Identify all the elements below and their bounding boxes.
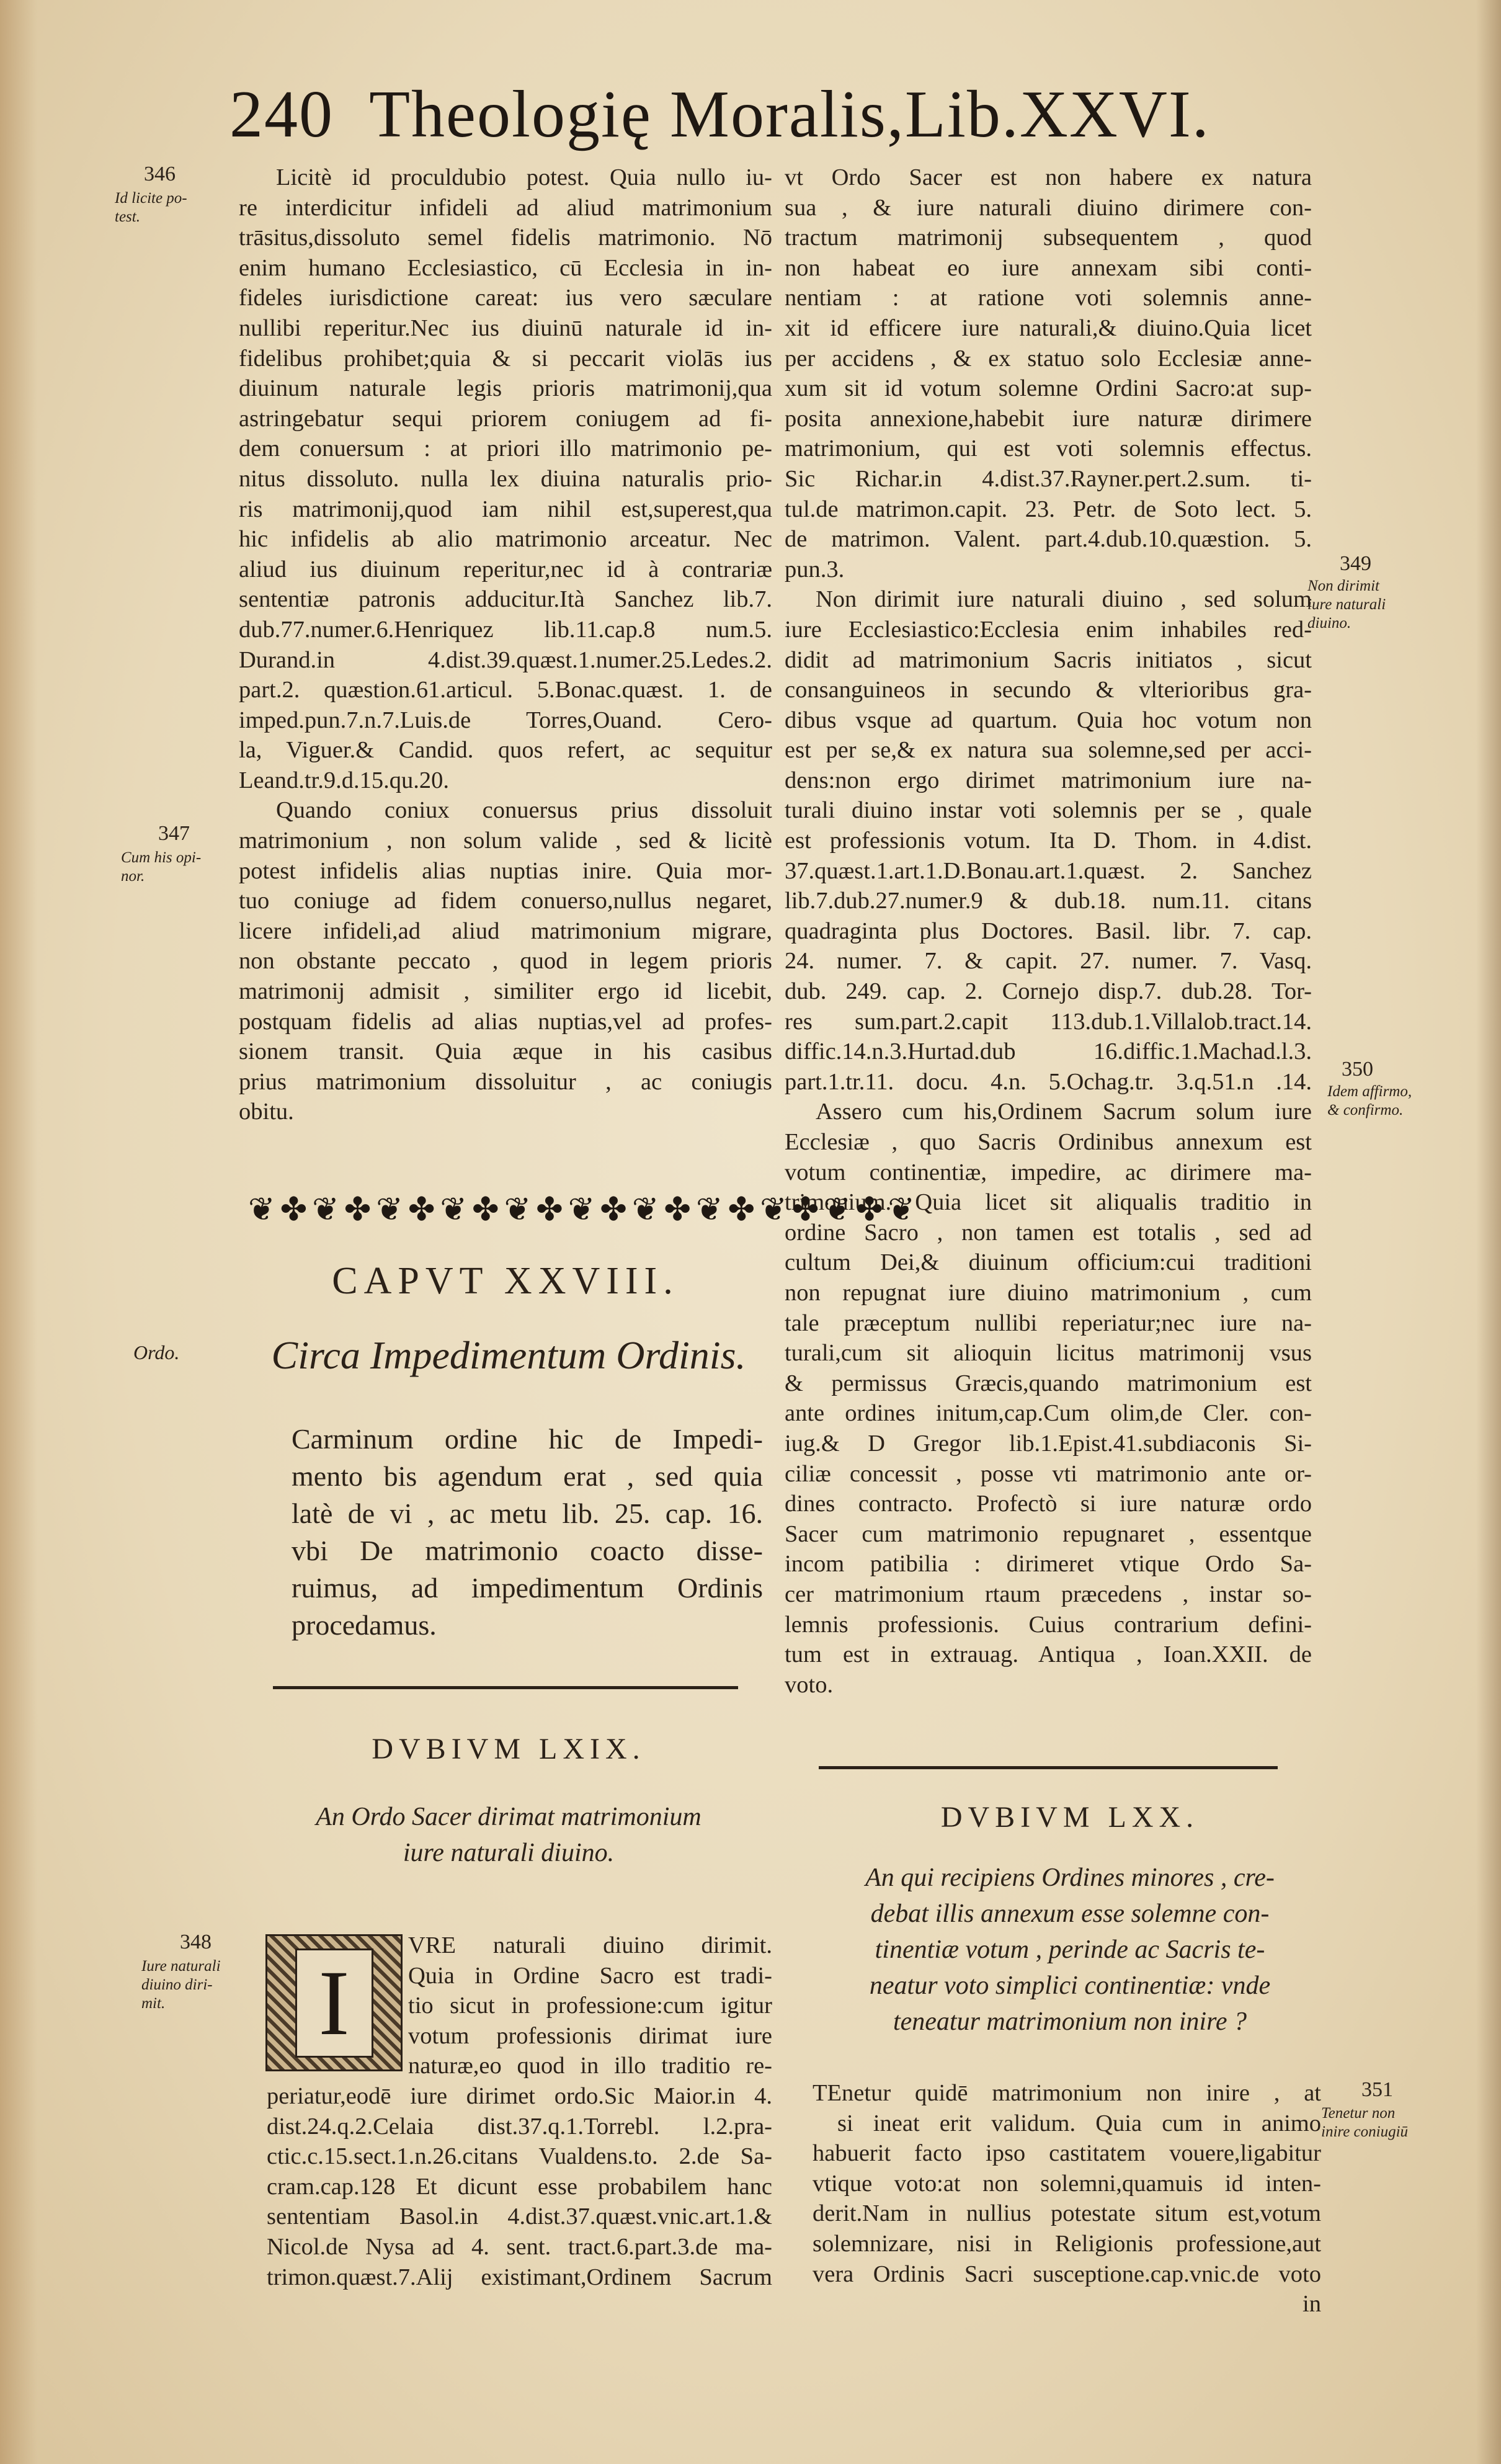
- chapter-intro: Carminum ordine hic de Impedi- mento bis agendum erat , sed quia latè de vi , ac metu lib. 25. cap. 16. vbi De matrimonio coacto disse- ruimus, ad impedimentum Ordinis procedamus.: [292, 1423, 763, 1641]
- dubium-70-question: An qui recipiens Ordines minores , cre- debat illis annexum esse solemne con- tinentiæ votum , perinde ac Sacris te- neatur voto simplici continentiæ: vnde teneatur matrimonium non inire ?: [865, 1864, 1275, 2036]
- dubium-70-text: TEnetur quidē matrimonium non inire , at si ineat erit validum. Quia cum in animo habuerit facto ipso castitatem vouere,ligabitur vtique voto:at non solemni,quamuis id inten- derit.Nam in nullius potestate situm est,votum solemnizare, nisi in Religionis professione,aut vera Ordinis Sacri susceptione.cap.vnic.de voto in: [813, 2080, 1321, 2318]
- section-rule-right: [819, 1766, 1278, 1769]
- ornament-band: ❦✤❦✤❦✤❦✤❦✤❦✤❦✤❦✤❦✤❦✤❦: [248, 1191, 920, 1228]
- dubium-70-title: DVBIVM LXX.: [940, 1801, 1200, 1834]
- page-edge-stain-right: [1476, 0, 1501, 2464]
- margin-number-349: 349: [1340, 552, 1371, 575]
- margin-number-347: 347: [158, 822, 190, 845]
- right-column-text: vt Ordo Sacer est non habere ex natura sua , & iure naturali diuino dirimere con- tractum matrimonij subsequentem , quod non habeat eo iure annexam sibi conti- nentiam : at ratione voti solemnis anne- xit id efficere iure naturali,& diuino.Quia licet per accidens , & ex statuo solo Ecclesiæ anne- xum sit id votum solemne Ordini Sacro:at sup- posita annexione,habebit iure naturæ dirimere matrimonium, qui est voti solemnis effectus. Sic Richar.in 4.dist.37.Rayner.pert.2.sum. ti- tul.de matrimon.capit. 23. Petr. de Soto lect. 5. de matrimon. Valent. part.4.dub.10.quæstion. 5. pun.3. Non dirimit iure naturali diuino , sed solum iure Ecclesiastico:Ecclesia enim inhabiles red- didit ad matrimonium Sacris initiatos , sicut consanguineos in secundo & vlterioribus gra- dibus vsque ad quartum. Quia hoc votum non est per se,& ex natura sua solemne,sed per acci- dens:non ergo dirimet matrimonium iure na- turali diuino instar voti solemnis per se , quale est professionis votum. Ita D. Thom. in 4.dist. 37.quæst.1.art.1.D.Bonau.art.1.quæst. 2. Sanchez lib.7.dub.27.numer.9 & dub.18. num.11. citans quadraginta plus Doctores. Basil. libr. 7. cap. 24. numer. 7. & capit. 27. numer. 7. Vasq. dub. 249. cap. 2. Cornejo disp.7. dub.28. Tor- res sum.part.2.capit 113.dub.1.Villalob.tract.14. diffic.14.n.3.Hurtad.dub 16.diffic.1.Machad.l.3. part.1.tr.11. docu. 4.n. 5.Ochag.tr. 3.q.51.n .14. Assero cum his,Ordinem Sacrum solum iure Ecclesiæ , quo Sacris Ordinibus annexum est votum continentiæ, impedire, ac dirimere ma- trimonium. Quia licet sit aliqualis traditio in ordine Sacro , non tamen est totalis , sed ad cultum Dei,& diuinum officium:cui traditioni non repugnat iure diuino matrimonium , cum tale præceptum nullibi reperiatur;nec iure na- turali,cum sit alioquin licitus matrimonij vsus & permissus Græcis,quando matrimonium est ante ordines initum,cap.Cum olim,de Cler. con- iug.& D Gregor lib.1.Epist.41.subdiaconis Si- ciliæ concessit , posse vti matrimonio ante or- dines contracto. Profectò si iure naturæ ordo Sacer cum matrimonio repugnaret , essentque incom patibilia : dirimeret vtique Ordo Sa- cer matrimonium rtaum præcedens , instar so- lemnis professionis. Cuius contrarium defini- tum est in extrauag. Antiqua , Ioan.XXII. de voto.: [785, 164, 1312, 1698]
- running-head: [229, 74, 1222, 155]
- section-rule-left: [273, 1686, 738, 1689]
- margin-note-347: Cum his opi- nor.: [121, 849, 202, 885]
- page-number: 240: [229, 78, 334, 151]
- drop-cap-initial: I: [265, 1934, 403, 2071]
- left-column-text: Licitè id proculdubio potest. Quia nullo iu- re interdicitur infideli ad aliud matrimonium trāsitus,dissoluto semel fidelis matrimonio. Nō enim humano Ecclesiastico, cū Ecclesia in in- fideles iurisdictione careat: ius vero sæculare nullibi reperitur.Nec ius diuinū naturale id in- fidelibus prohibet;quia & si peccarit violās ius diuinum naturale legis prioris matrimonij,qua astringebatur sequi priorem coniugem ad fi- dem conuersum : at priori illo matrimonio pe- nitus dissoluto. nulla lex diuina naturalis prio- ris matrimonij,quod iam nihil est,superest,qua hic infidelis ab alio matrimonio arceatur. Nec aliud ius diuinum reperitur,nec id à contrariæ sententiæ patronis adducitur.Ità Sanchez lib.7. dub.77.numer.6.Henriquez lib.11.cap.8 num.5. Durand.in 4.dist.39.quæst.1.numer.25.Ledes.2. part.2. quæstion.61.articul. 5.Bonac.quæst. 1. de imped.pun.7.n.7.Luis.de Torres,Ouand. Cero- la, Viguer.& Candid. quos refert, ac sequitur Leand.tr.9.d.15.qu.20. Quando coniux conuersus prius dissoluit matrimonium , non solum valide , sed & licitè potest infidelis alias nuptias inire. Quia mor- tuo coniuge ad fidem conuerso,nullus negaret, licere infideli,ad aliud matrimonium migrare, non obstante peccato , quod in legem prioris matrimonij admisit , similiter ergo id licebit, postquam fidelis ad alias nuptias,vel ad profes- sionem transit. Quia æque in his casibus prius matrimonium dissoluitur , ac coniugis obitu.: [239, 164, 772, 1125]
- margin-number-346: 346: [144, 163, 176, 185]
- running-title: Theologię Moralis,Lib.XXVI.: [369, 78, 1210, 151]
- page-edge-stain-left: [0, 0, 37, 2464]
- dubium-69-text: VRE naturali diuino dirimit. Quia in Ordine Sacro est tradi- tio sicut in professione:cum igitur votum professionis dirimat iure naturæ,eo quod in illo traditio re- periatur,eodē iure dirimet ordo.Sic Maior.in 4. dist.24.q.2.Celaia dist.37.q.1.Torrebl. l.2.pra- ctic.c.15.sect.1.n.26.citans Vualdens.to. 2.de Sa- cram.cap.128 Et dicunt esse probabilem hanc sententiam Basol.in 4.dist.37.quæst.vnic.art.1.& Nicol.de Nysa ad 4. sent. tract.6.part.3.de ma- trimon.quæst.7.Alij existimant,Ordinem Sacrum: [267, 1932, 772, 2290]
- margin-note-346: Id licite po- test.: [115, 190, 187, 225]
- margin-number-350: 350: [1342, 1058, 1373, 1081]
- margin-note-348: Iure naturali diuino diri- mit.: [141, 1958, 221, 2012]
- margin-number-348: 348: [180, 1931, 212, 1953]
- dubium-69-title: DVBIVM LXIX.: [372, 1733, 646, 1765]
- margin-number-351: 351: [1361, 2078, 1393, 2101]
- chapter-subtitle: Circa Impedimentum Ordinis.: [271, 1333, 746, 1377]
- chapter-title: CAPVT XXVIII.: [332, 1260, 679, 1302]
- margin-note-350: Idem affirmo, & confirmo.: [1327, 1083, 1412, 1118]
- dubium-69-question: An Ordo Sacer dirimat matrimonium iure naturali diuino.: [316, 1803, 702, 1867]
- margin-note-351: Tenetur non inire coniugiū: [1321, 2105, 1409, 2140]
- margin-note-ordo: Ordo.: [133, 1341, 180, 1364]
- margin-note-349: Non dirimit iure naturali diuino.: [1307, 578, 1386, 632]
